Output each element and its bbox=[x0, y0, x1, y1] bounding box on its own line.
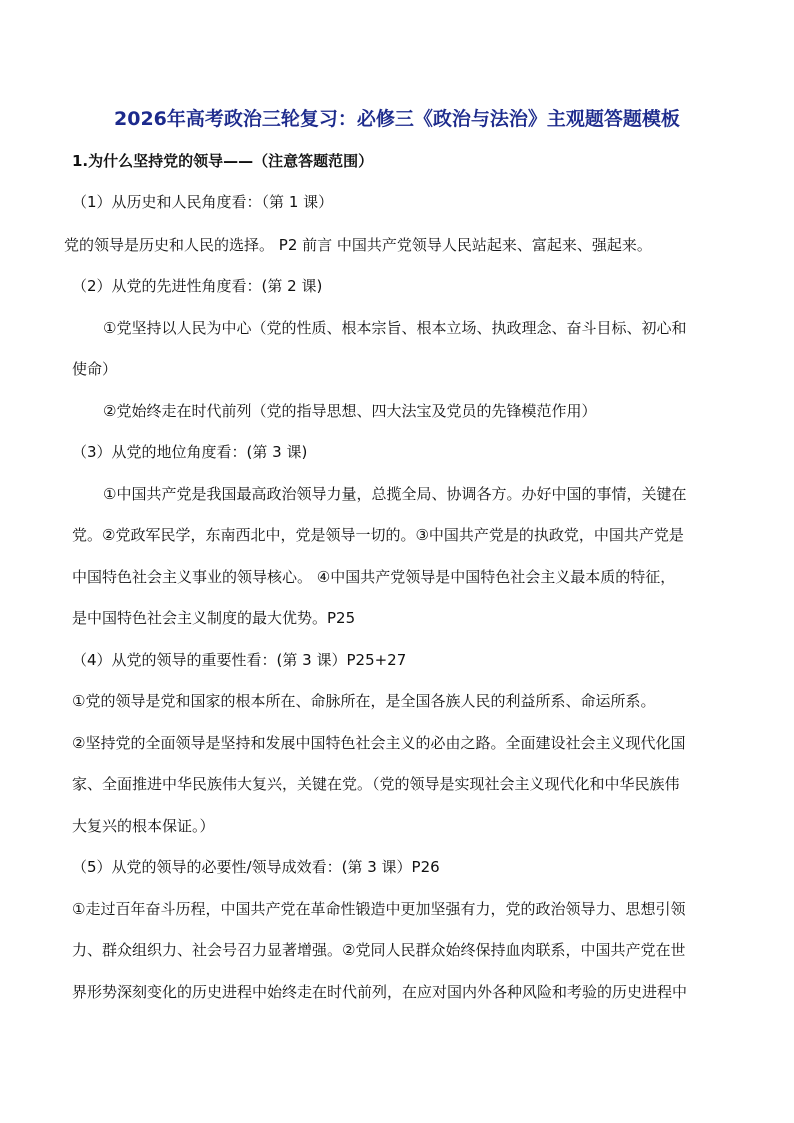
subheading-1: （1）从历史和人民角度看：（第 1 课） bbox=[72, 193, 334, 211]
paragraph-line: 使命） bbox=[72, 360, 118, 378]
paragraph-line: ②坚持党的全面领导是坚持和发展中国特色社会主义的必由之路。全面建设社会主义现代化国 bbox=[72, 734, 686, 752]
document-title: 2026年高考政治三轮复习：必修三《政治与法治》主观题答题模板 bbox=[114, 108, 680, 130]
paragraph-line: 中国特色社会主义事业的领导核心。 ④中国共产党领导是中国特色社会主义最本质的特征， bbox=[72, 568, 676, 586]
paragraph-line: ②党始终走在时代前列（党的指导思想、四大法宝及党员的先锋模范作用） bbox=[103, 402, 597, 420]
subheading-5: （5）从党的领导的必要性/领导成效看：(第 3 课）P26 bbox=[72, 858, 440, 876]
paragraph-line: ①中国共产党是我国最高政治领导力量，总揽全局、协调各方。办好中国的事情，关键在 bbox=[103, 485, 687, 503]
paragraph-line: 是中国特色社会主义制度的最大优势。P25 bbox=[72, 609, 356, 627]
paragraph-line: ①党坚持以人民为中心（党的性质、根本宗旨、根本立场、执政理念、奋斗目标、初心和 bbox=[103, 319, 687, 337]
paragraph-line: ①党的领导是党和国家的根本所在、命脉所在，是全国各族人民的利益所系、命运所系。 bbox=[72, 692, 656, 710]
subheading-3: （3）从党的地位角度看：(第 3 课) bbox=[72, 443, 308, 461]
subheading-2: （2）从党的先进性角度看：(第 2 课) bbox=[72, 277, 323, 295]
paragraph-line: ①走过百年奋斗历程，中国共产党在革命性锻造中更加坚强有力，党的政治领导力、思想引领 bbox=[72, 900, 686, 918]
paragraph-line: 界形势深刻变化的历史进程中始终走在时代前列，在应对国内外各种风险和考验的历史进程中 bbox=[72, 983, 688, 1001]
subheading-4: （4）从党的领导的重要性看：(第 3 课）P25+27 bbox=[72, 651, 407, 669]
paragraph-line: 党。②党政军民学，东南西北中，党是领导一切的。③中国共产党是的执政党，中国共产党是 bbox=[72, 526, 684, 544]
paragraph-line: 家、全面推进中华民族伟大复兴，关键在党。（党的领导是实现社会主义现代化和中华民族伟 bbox=[72, 775, 680, 793]
paragraph-line: 大复兴的根本保证。） bbox=[72, 817, 215, 835]
section-heading: 1.为什么坚持党的领导——（注意答题范围） bbox=[72, 152, 374, 170]
paragraph-line: 力、群众组织力、社会号召力显著增强。②党同人民群众始终保持血肉联系，中国共产党在世 bbox=[72, 941, 686, 959]
paragraph-line: 党的领导是历史和人民的选择。 P2 前言 中国共产党领导人民站起来、富起来、强起来。 bbox=[64, 236, 652, 254]
